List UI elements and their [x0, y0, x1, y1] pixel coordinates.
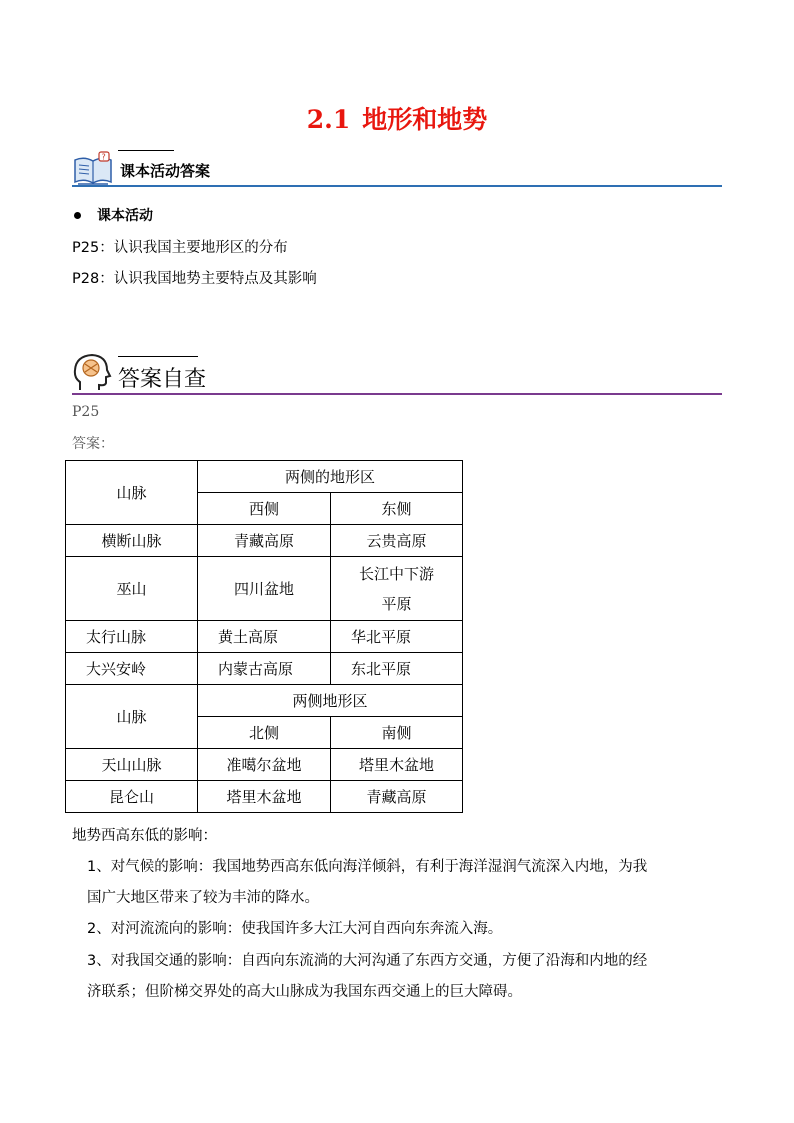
section-header-check: [72, 352, 722, 397]
svg-text:?: ?: [101, 152, 106, 162]
section-divider: [72, 393, 722, 395]
title-number: 2.1: [306, 105, 351, 134]
table-cell: 华北平原: [331, 621, 463, 653]
table-cell: 塔里木盆地: [198, 781, 331, 813]
bullet-icon: [74, 212, 81, 219]
table-row: [66, 685, 463, 717]
impact-line: 1、对气候的影响：我国地势西高东低向海洋倾斜，有利于海洋湿润气流深入内地，为我: [87, 859, 648, 875]
table-header-cell: 山脉: [66, 685, 198, 749]
section-header-accent: [118, 150, 174, 151]
table-cell: [331, 557, 463, 621]
table-cell: 横断山脉: [66, 525, 198, 557]
answer-table: [65, 460, 463, 813]
table-header-cell: 两侧的地形区: [198, 461, 463, 493]
head-thinking-icon: [72, 352, 112, 394]
table-cell: 塔里木盆地: [331, 749, 463, 781]
page-title: [0, 100, 794, 136]
table-cell: 四川盆地: [198, 557, 331, 621]
activity-line: P28：认识我国地势主要特点及其影响: [72, 271, 317, 287]
impact-line: 国广大地区带来了较为丰沛的降水。: [87, 890, 319, 906]
table-cell: 准噶尔盆地: [198, 749, 331, 781]
impact-line: 济联系；但阶梯交界处的高大山脉成为我国东西交通上的巨大障碍。: [87, 984, 522, 1000]
section-header-activity: [72, 148, 722, 188]
bullet-label: 课本活动: [97, 208, 153, 224]
table-cell: 太行山脉: [66, 621, 198, 653]
table-cell: 天山山脉: [66, 749, 198, 781]
table-cell: 黄土高原: [198, 621, 331, 653]
title-text: 地形和地势: [362, 105, 488, 134]
table-row: [66, 461, 463, 493]
cell-text: 长江中下游: [358, 564, 434, 583]
impact-heading: 地势西高东低的影响：: [72, 828, 217, 844]
section-header-accent: [118, 356, 198, 357]
table-row: [66, 525, 463, 557]
section-divider: [72, 185, 722, 187]
table-header-cell: 东侧: [331, 493, 463, 525]
table-row: [66, 749, 463, 781]
table-row: [66, 653, 463, 685]
section-title: 答案自查: [118, 367, 207, 392]
table-header-cell: 北侧: [198, 717, 331, 749]
table-cell: 昆仑山: [66, 781, 198, 813]
table-row: [66, 621, 463, 653]
table-header-cell: 西侧: [198, 493, 331, 525]
cell-text: 平原: [381, 594, 412, 613]
activity-line: P25：认识我国主要地形区的分布: [72, 240, 288, 256]
bullet-item: [74, 205, 153, 225]
table-cell: 东北平原: [331, 653, 463, 685]
table-cell: 青藏高原: [198, 525, 331, 557]
table-cell: 大兴安岭: [66, 653, 198, 685]
table-cell: 云贵高原: [331, 525, 463, 557]
answer-label: 答案：: [72, 436, 114, 452]
table-header-cell: 山脉: [66, 461, 198, 525]
table-header-cell: 南侧: [331, 717, 463, 749]
impact-line: 2、对河流流向的影响：使我国许多大江大河自西向东奔流入海。: [87, 921, 503, 937]
table-cell: 内蒙古高原: [198, 653, 331, 685]
section-title: 课本活动答案: [120, 162, 211, 180]
open-book-icon: [72, 150, 114, 186]
table-cell: 青藏高原: [331, 781, 463, 813]
table-row: [66, 781, 463, 813]
table-row: [66, 557, 463, 621]
page-reference: P25: [72, 404, 100, 420]
table-header-cell: 两侧地形区: [198, 685, 463, 717]
impact-line: 3、对我国交通的影响：自西向东流淌的大河沟通了东西方交通，方便了沿海和内地的经: [87, 953, 648, 969]
table-cell: 巫山: [66, 557, 198, 621]
